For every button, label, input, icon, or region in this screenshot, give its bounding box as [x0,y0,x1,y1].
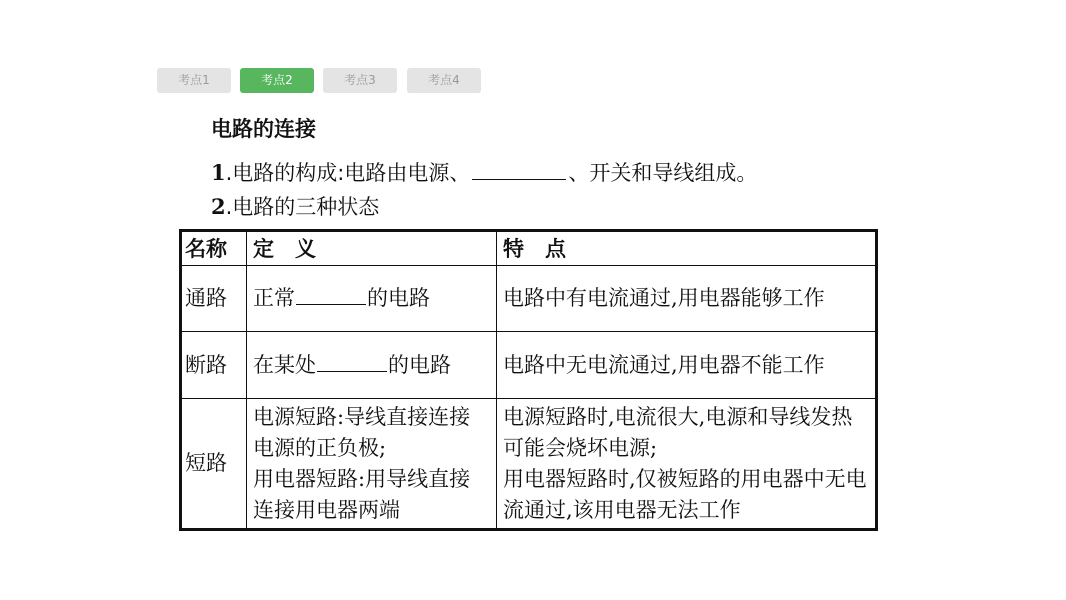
item-1-text-after: 、开关和导线组成。 [568,161,758,185]
item-1-blank [472,161,566,180]
definition-text-after: 的电路 [367,286,430,310]
tab-topic-3[interactable]: 考点3 [323,68,397,93]
tab-topic-1[interactable]: 考点1 [157,68,231,93]
header-feature: 特 点 [497,231,877,266]
table-row [181,399,877,530]
feature-line: 用电器短路时,仅被短路的用电器中无电流通过,该用电器无法工作 [503,466,867,522]
definition-line: 电源短路:导线直接连接电源的正负极; [253,404,471,460]
definition-blank [296,286,366,305]
circuit-states-table [179,229,878,531]
tab-topic-4[interactable]: 考点4 [407,68,481,93]
definition-text-before: 在某处 [253,352,316,377]
row-definition [247,332,497,399]
definition-text-after: 的电路 [388,352,451,377]
table-header-row [181,231,877,266]
header-name: 名称 [181,231,247,266]
table-row [181,332,877,399]
row-feature [497,399,877,530]
section-heading: 电路的连接 [211,117,316,141]
feature-line: 电源短路时,电流很大,电源和导线发热可能会烧坏电源; [503,404,853,460]
item-2-number: 2 [211,194,226,219]
table-row [181,266,877,332]
row-name: 短路 [181,399,247,530]
row-feature: 电路中有电流通过,用电器能够工作 [497,266,877,332]
row-name: 通路 [181,266,247,332]
row-feature: 电路中无电流通过,用电器不能工作 [497,332,877,399]
item-1-number: 1 [211,160,226,185]
row-definition [247,266,497,332]
item-1 [211,158,757,188]
row-definition [247,399,497,530]
row-name: 断路 [181,332,247,399]
definition-text-before: 正常 [253,286,295,310]
definition-blank [317,353,387,372]
definition-line: 用电器短路:用导线直接连接用电器两端 [253,466,471,522]
item-2-text: .电路的三种状态 [225,195,380,219]
item-2 [211,192,379,222]
header-definition: 定 义 [247,231,497,266]
tab-topic-2[interactable]: 考点2 [240,68,314,93]
item-1-text-before: .电路的构成:电路由电源、 [225,161,471,185]
